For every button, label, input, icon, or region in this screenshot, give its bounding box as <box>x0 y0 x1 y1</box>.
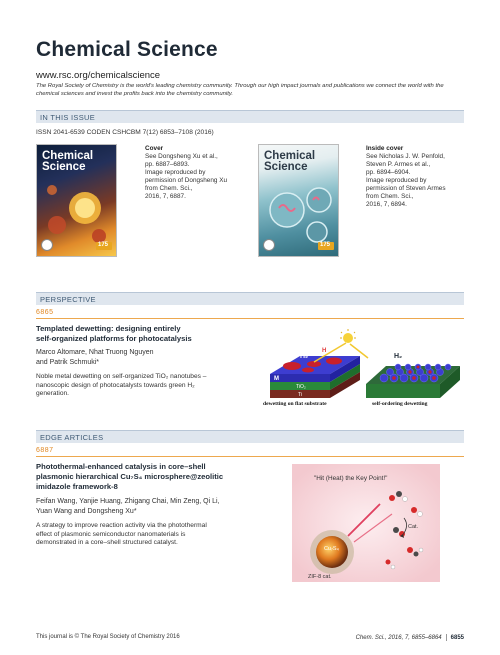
photothermal-figure <box>292 464 440 582</box>
footer-citation <box>356 634 464 641</box>
svg-text:H₂: H₂ <box>394 353 403 360</box>
article-abstract <box>36 373 251 399</box>
cover-line: permission of Dongsheng Xu <box>145 177 228 184</box>
section-divider <box>36 456 464 457</box>
abstract-line: Noble metal dewetting on self-organized TiO₂ nanotubes – <box>36 373 207 380</box>
svg-text:TiO₂: TiO₂ <box>296 384 306 390</box>
right-caption: self-ordering dewetting <box>372 401 428 406</box>
rsc-logo-icon <box>41 239 53 251</box>
cover-brand: Chemical Science <box>42 150 94 173</box>
title-line: plasmonic hierarchical Cu₇S₄ microsphere@zeolitic <box>36 472 224 481</box>
section-bar-edge-articles <box>36 430 464 443</box>
section-label: EDGE ARTICLES <box>40 432 104 442</box>
svg-text:Ti: Ti <box>298 392 302 398</box>
title-line: self-organized platforms for photocatalysis <box>36 334 192 343</box>
cover-line: 2016, 7, 6894. <box>366 201 407 208</box>
cover-line: permission of Steven Armes <box>366 185 446 192</box>
dewetting-figure <box>262 328 464 406</box>
cover-line: from Chem. Sci., <box>366 193 414 200</box>
footer-copyright: This journal is © The Royal Society of Chemistry 2016 <box>36 634 180 640</box>
core-label: Cu₇S₄ <box>324 546 339 552</box>
journal-url[interactable]: www.rsc.org/chemicalscience <box>36 70 161 81</box>
abstract-line: A strategy to improve reaction activity via the photothermal <box>36 522 207 529</box>
cover-line: pp. 6887–6893. <box>145 161 190 168</box>
rsc-logo-icon <box>263 239 275 251</box>
svg-text:H: H <box>322 348 327 354</box>
article-title[interactable] <box>36 462 251 492</box>
journal-tagline: The Royal Society of Chemistry is the world's leading chemistry community. Through our high impact journals and publications we connect the world with the chemical sciences and invest the profits back into the chemistry community. <box>36 83 444 97</box>
cat-label: Cat. <box>408 524 419 530</box>
article-page-number: 6887 <box>36 447 54 454</box>
footer-divider <box>446 634 447 641</box>
abstract-line: nanoscopic design of photocatalysts towards green H₂ <box>36 381 195 389</box>
shell-label: ZIF-8 cat. <box>308 574 332 580</box>
section-divider <box>36 318 464 319</box>
cover-line: Image reproduced by <box>366 177 427 184</box>
left-caption: dewetting on flat substrate <box>263 401 327 406</box>
h2-label: H₂ <box>300 353 309 360</box>
issn-line: ISSN 2041-6539 CODEN CSHCBM 7(12) 6853–7108 (2016) <box>36 129 214 136</box>
journal-title: Chemical Science <box>36 38 218 61</box>
footer-citation-text: Chem. Sci., 2016, 7, 6855–6864 <box>355 635 442 642</box>
cover-line: Steven P. Armes et al., <box>366 161 431 168</box>
author-line: Marco Altomare, Nhat Truong Nguyen <box>36 349 154 356</box>
title-line: Templated dewetting: designing entirely <box>36 324 181 333</box>
section-label: PERSPECTIVE <box>40 294 96 304</box>
cover-line: Image reproduced by <box>145 169 206 176</box>
article-page-number: 6865 <box>36 309 54 316</box>
abstract-line: effect of plasmonic semiconductor nanomaterials is <box>36 530 186 538</box>
inside-cover-brand: Chemical Science <box>264 150 316 173</box>
cover-line: 2016, 7, 6887. <box>145 193 186 200</box>
cover-caption <box>145 145 265 201</box>
inside-cover-image[interactable] <box>258 144 339 257</box>
author-line: and Patrik Schmuki* <box>36 358 100 366</box>
cover-line: See Dongsheng Xu et al., <box>145 153 218 160</box>
anniversary-badge: 175 <box>318 242 334 250</box>
cover-line: See Nicholas J. W. Penfold, <box>366 153 445 160</box>
article-title[interactable] <box>36 324 251 344</box>
inside-cover-caption <box>366 145 486 209</box>
abstract-line: demonstrated in a core–shell structured catalyst. <box>36 539 178 546</box>
abstract-line: generation. <box>36 390 69 397</box>
anniversary-badge: 175 <box>96 242 112 250</box>
title-line: Photothermal-enhanced catalysis in core–shell <box>36 462 206 471</box>
cover-line: pp. 6894–6904. <box>366 169 411 176</box>
cover-image[interactable] <box>36 144 117 257</box>
title-line: imidazole framework-8 <box>36 482 118 491</box>
author-line: Feifan Wang, Yanjie Huang, Zhigang Chai, Min Zeng, Qi Li, <box>36 498 220 505</box>
article-authors <box>36 497 251 516</box>
svg-text:M: M <box>274 376 279 382</box>
section-label: IN THIS ISSUE <box>40 112 96 122</box>
cover-label: Cover <box>145 145 164 152</box>
article-abstract <box>36 522 251 548</box>
footer-page-number: 6855 <box>450 635 464 642</box>
cover-line: from Chem. Sci., <box>145 185 193 192</box>
author-line: Yuan Wang and Dongsheng Xu* <box>36 507 137 515</box>
section-bar-in-this-issue <box>36 110 464 123</box>
article-authors <box>36 348 251 367</box>
section-bar-perspective <box>36 292 464 305</box>
figure-quote: "Hit (Heat) the Key Point!" <box>314 475 388 482</box>
cover-label: Inside cover <box>366 145 404 152</box>
